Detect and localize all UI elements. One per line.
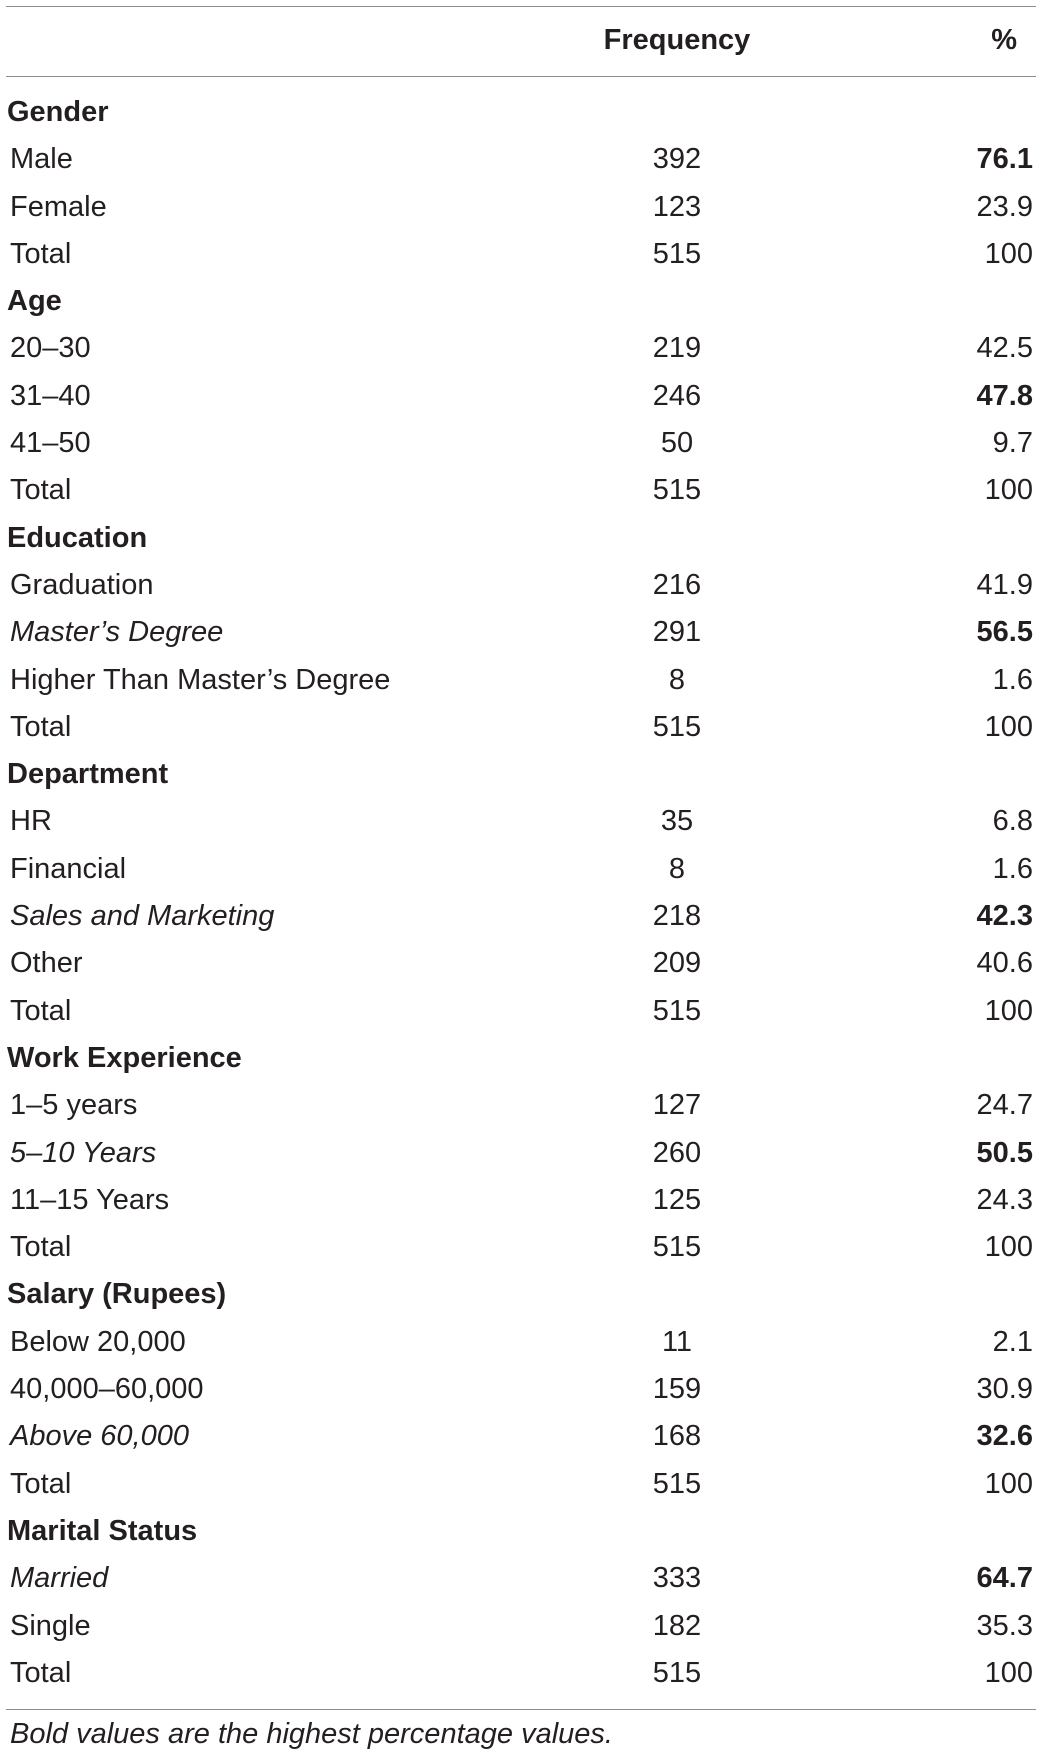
frequency-cell: 392 — [652, 143, 702, 176]
percent-cell: 2.1 — [992, 1325, 1033, 1358]
frequency-cell: 11 — [661, 1325, 693, 1358]
row-label: 31–40 — [10, 379, 91, 412]
frequency-cell: 125 — [652, 1183, 702, 1216]
percent-cell: 24.7 — [976, 1089, 1033, 1122]
table-row — [0, 798, 1036, 845]
percent-cell: 23.9 — [976, 190, 1033, 223]
row-label: Financial — [10, 852, 127, 885]
row-label: Master’s Degree — [10, 616, 224, 649]
row-label: Total — [10, 237, 72, 270]
row-label: Below 20,000 — [10, 1325, 186, 1358]
row-label: 40,000–60,000 — [10, 1373, 204, 1406]
percent-cell: 100 — [984, 1656, 1033, 1689]
frequency-cell: 168 — [652, 1420, 702, 1453]
row-label: 5–10 Years — [10, 1136, 157, 1169]
table-row — [0, 325, 1036, 372]
frequency-cell: 515 — [652, 1467, 702, 1500]
frequency-cell: 515 — [652, 474, 702, 507]
section-label: Department — [7, 758, 169, 791]
row-label: Other — [10, 947, 83, 980]
section-header-row — [0, 515, 1036, 562]
frequency-cell: 8 — [668, 852, 686, 885]
frequency-cell: 333 — [652, 1562, 702, 1595]
row-label: Graduation — [10, 568, 154, 601]
table-header-row — [0, 0, 1036, 78]
row-label: Higher Than Master’s Degree — [10, 663, 391, 696]
frequency-cell: 219 — [652, 332, 702, 365]
row-label: 11–15 Years — [10, 1183, 170, 1216]
row-label: 20–30 — [10, 332, 91, 365]
percent-cell: 6.8 — [992, 805, 1033, 838]
header-frequency: Frequency — [603, 24, 751, 56]
frequency-cell: 515 — [652, 1231, 702, 1264]
percent-cell: 9.7 — [992, 427, 1033, 460]
percent-cell: 100 — [984, 1231, 1033, 1264]
table-row — [0, 1461, 1036, 1508]
section-header-row — [0, 1035, 1036, 1082]
row-label: Female — [10, 190, 107, 223]
percent-cell: 50.5 — [976, 1136, 1033, 1169]
table-row — [0, 1082, 1036, 1129]
frequency-cell: 209 — [652, 947, 702, 980]
table-row — [0, 136, 1036, 183]
table-row — [0, 1555, 1036, 1602]
table-row — [0, 1366, 1036, 1413]
percent-cell: 47.8 — [976, 379, 1033, 412]
table-bottom-rule — [6, 1709, 1036, 1710]
table-row — [0, 562, 1036, 609]
table-row — [0, 609, 1036, 656]
frequency-cell: 127 — [652, 1089, 702, 1122]
percent-cell: 42.3 — [976, 900, 1033, 933]
row-label: 1–5 years — [10, 1089, 138, 1122]
frequency-cell: 50 — [660, 427, 694, 460]
percent-cell: 100 — [984, 1467, 1033, 1500]
percent-cell: 1.6 — [992, 852, 1033, 885]
row-label: Male — [10, 143, 73, 176]
percent-cell: 100 — [984, 710, 1033, 743]
frequency-cell: 8 — [668, 663, 686, 696]
section-header-row — [0, 1508, 1036, 1555]
table-row — [0, 893, 1036, 940]
section-header-row — [0, 278, 1036, 325]
frequency-cell: 515 — [652, 237, 702, 270]
table-footnote: Bold values are the highest percentage values. — [10, 1718, 613, 1750]
table-row — [0, 1177, 1036, 1224]
table-row — [0, 1413, 1036, 1460]
row-label: Total — [10, 1656, 72, 1689]
row-label: 41–50 — [10, 427, 91, 460]
row-label: Total — [10, 1231, 72, 1264]
table-row — [0, 373, 1036, 420]
table-row — [0, 846, 1036, 893]
percent-cell: 30.9 — [976, 1373, 1033, 1406]
percent-cell: 64.7 — [976, 1562, 1033, 1595]
frequency-cell: 216 — [652, 568, 702, 601]
percent-cell: 100 — [984, 474, 1033, 507]
percent-cell: 40.6 — [976, 947, 1033, 980]
percent-cell: 56.5 — [976, 616, 1033, 649]
percent-cell: 1.6 — [992, 663, 1033, 696]
row-label: Single — [10, 1609, 91, 1642]
frequency-cell: 182 — [652, 1609, 702, 1642]
row-label: Total — [10, 1467, 72, 1500]
percent-cell: 41.9 — [976, 568, 1033, 601]
percent-cell: 24.3 — [976, 1183, 1033, 1216]
table-row — [0, 940, 1036, 987]
table-body — [0, 89, 1036, 1697]
section-header-row — [0, 89, 1036, 136]
section-header-row — [0, 1271, 1036, 1318]
frequency-cell: 246 — [652, 379, 702, 412]
table-row — [0, 231, 1036, 278]
table-row — [0, 704, 1036, 751]
section-header-row — [0, 751, 1036, 798]
row-label: HR — [10, 805, 52, 838]
row-label: Total — [10, 710, 72, 743]
row-label: Married — [10, 1562, 109, 1595]
row-label: Sales and Marketing — [10, 900, 275, 933]
table-row — [0, 420, 1036, 467]
percent-cell: 76.1 — [976, 143, 1033, 176]
section-label: Gender — [7, 96, 109, 128]
frequency-cell: 35 — [660, 805, 694, 838]
frequency-cell: 515 — [652, 710, 702, 743]
table-row — [0, 184, 1036, 231]
table-row — [0, 988, 1036, 1035]
table-row — [0, 467, 1036, 514]
row-label: Total — [10, 994, 72, 1027]
frequency-cell: 218 — [652, 900, 702, 933]
percent-cell: 100 — [984, 994, 1033, 1027]
percent-cell: 100 — [984, 237, 1033, 270]
table-row — [0, 1650, 1036, 1697]
frequency-cell: 123 — [652, 190, 702, 223]
section-label: Education — [7, 521, 148, 554]
row-label: Above 60,000 — [10, 1420, 189, 1453]
table-row — [0, 1130, 1036, 1177]
section-label: Marital Status — [7, 1514, 198, 1547]
table-header-rule — [6, 76, 1036, 77]
section-label: Salary (Rupees) — [7, 1278, 227, 1311]
row-label: Total — [10, 474, 72, 507]
percent-cell: 32.6 — [976, 1420, 1033, 1453]
frequency-cell: 159 — [652, 1373, 702, 1406]
table-row — [0, 1603, 1036, 1650]
section-label: Age — [7, 285, 62, 318]
frequency-cell: 515 — [652, 994, 702, 1027]
percent-cell: 35.3 — [976, 1609, 1033, 1642]
table-row — [0, 657, 1036, 704]
section-label: Work Experience — [7, 1041, 242, 1074]
frequency-cell: 291 — [652, 616, 702, 649]
header-percent: % — [991, 24, 1017, 56]
table-row — [0, 1319, 1036, 1366]
frequency-cell: 260 — [652, 1136, 702, 1169]
percent-cell: 42.5 — [976, 332, 1033, 365]
frequency-cell: 515 — [652, 1656, 702, 1689]
table-row — [0, 1224, 1036, 1271]
